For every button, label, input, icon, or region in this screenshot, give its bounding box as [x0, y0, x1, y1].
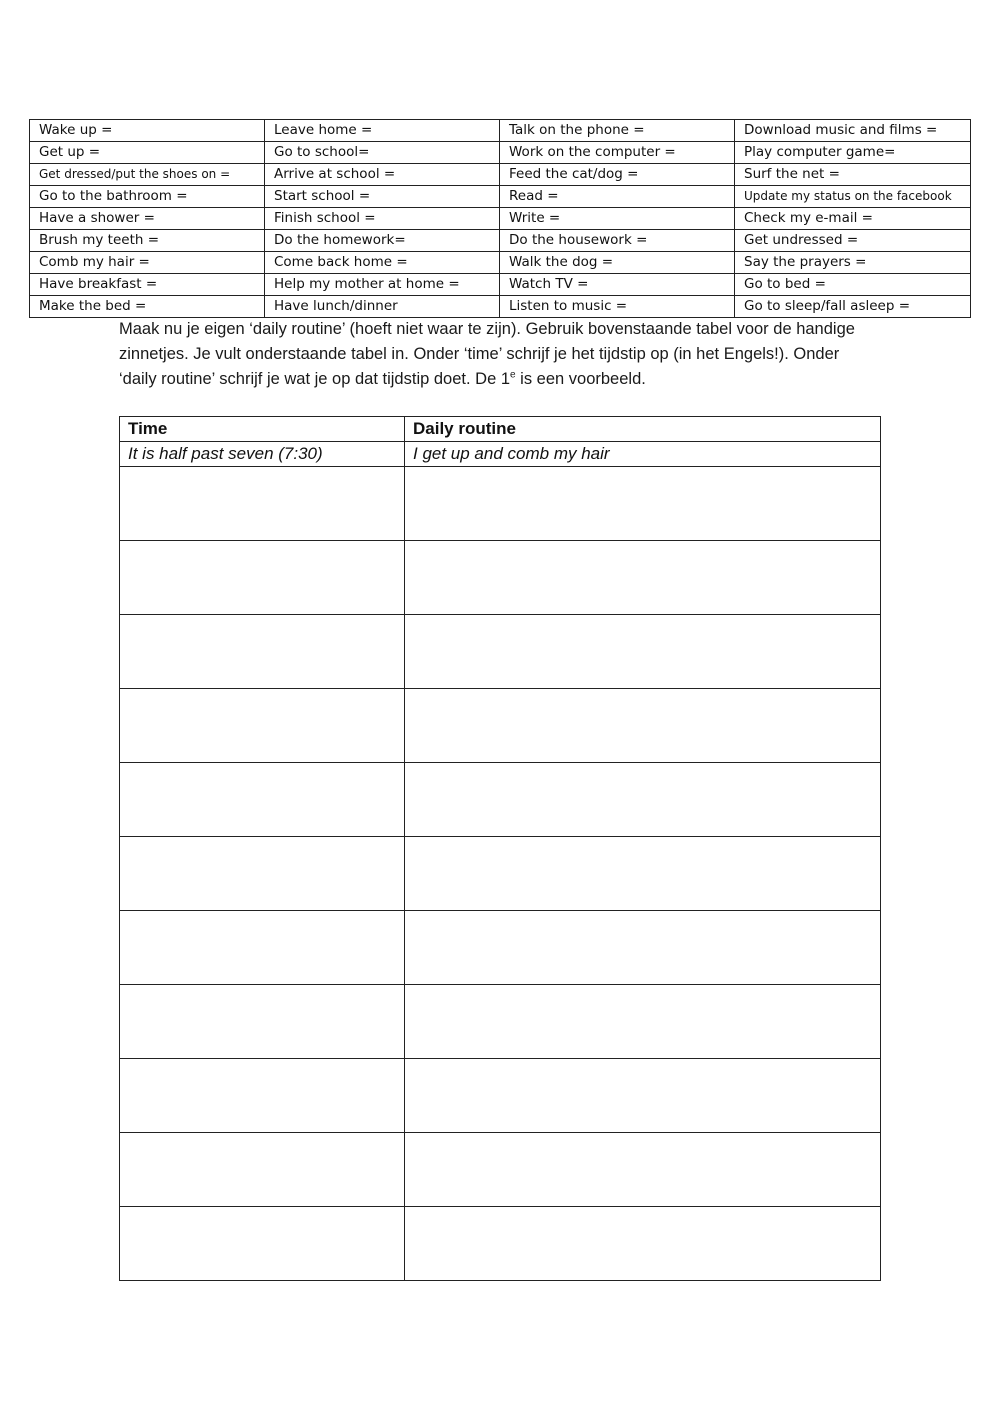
vocabulary-cell: Watch TV = [500, 274, 735, 296]
vocabulary-cell: Go to school= [265, 142, 500, 164]
vocabulary-cell: Comb my hair = [30, 252, 265, 274]
example-routine-cell: I get up and comb my hair [405, 442, 881, 467]
vocabulary-cell: Update my status on the facebook [735, 186, 971, 208]
routine-example-row [120, 442, 881, 467]
time-input-cell[interactable] [120, 1059, 405, 1133]
routine-blank-row [120, 1133, 881, 1207]
vocabulary-cell: Listen to music = [500, 296, 735, 318]
routine-input-cell[interactable] [405, 837, 881, 911]
vocabulary-cell: Have breakfast = [30, 274, 265, 296]
time-input-cell[interactable] [120, 1133, 405, 1207]
vocabulary-row [30, 230, 971, 252]
vocabulary-cell: Read = [500, 186, 735, 208]
routine-input-cell[interactable] [405, 1059, 881, 1133]
routine-input-cell[interactable] [405, 541, 881, 615]
vocabulary-cell: Play computer game= [735, 142, 971, 164]
vocabulary-row [30, 186, 971, 208]
daily-routine-column-header: Daily routine [405, 417, 881, 442]
instructions-text-end: is een voorbeeld. [515, 370, 646, 388]
vocabulary-cell: Download music and films = [735, 120, 971, 142]
routine-input-cell[interactable] [405, 985, 881, 1059]
vocabulary-cell: Start school = [265, 186, 500, 208]
routine-blank-row [120, 911, 881, 985]
vocabulary-cell: Check my e-mail = [735, 208, 971, 230]
vocabulary-table-body [30, 120, 971, 318]
routine-input-cell[interactable] [405, 689, 881, 763]
vocabulary-row [30, 164, 971, 186]
vocabulary-row [30, 274, 971, 296]
vocabulary-table [29, 119, 971, 318]
vocabulary-cell: Talk on the phone = [500, 120, 735, 142]
vocabulary-cell: Go to the bathroom = [30, 186, 265, 208]
vocabulary-cell: Get dressed/put the shoes on = [30, 164, 265, 186]
vocabulary-cell: Finish school = [265, 208, 500, 230]
vocabulary-cell: Feed the cat/dog = [500, 164, 735, 186]
routine-input-cell[interactable] [405, 911, 881, 985]
vocabulary-cell: Help my mother at home = [265, 274, 500, 296]
vocabulary-cell: Make the bed = [30, 296, 265, 318]
routine-input-cell[interactable] [405, 467, 881, 541]
routine-blank-row [120, 689, 881, 763]
vocabulary-row [30, 296, 971, 318]
vocabulary-row [30, 252, 971, 274]
instructions-superscript: e [510, 369, 516, 381]
routine-blank-row [120, 1059, 881, 1133]
vocabulary-cell: Get undressed = [735, 230, 971, 252]
daily-routine-table [119, 416, 881, 1281]
time-input-cell[interactable] [120, 615, 405, 689]
instructions-paragraph [119, 317, 879, 392]
time-input-cell[interactable] [120, 1207, 405, 1281]
routine-blank-row [120, 541, 881, 615]
time-input-cell[interactable] [120, 467, 405, 541]
vocabulary-row [30, 208, 971, 230]
time-input-cell[interactable] [120, 689, 405, 763]
routine-input-cell[interactable] [405, 763, 881, 837]
routine-blank-row [120, 985, 881, 1059]
routine-header-row [120, 417, 881, 442]
vocabulary-cell: Leave home = [265, 120, 500, 142]
daily-routine-table-body [120, 417, 881, 1281]
vocabulary-cell: Write = [500, 208, 735, 230]
vocabulary-cell: Do the housework = [500, 230, 735, 252]
vocabulary-cell: Get up = [30, 142, 265, 164]
vocabulary-cell: Wake up = [30, 120, 265, 142]
vocabulary-row [30, 142, 971, 164]
instructions-text: Maak nu je eigen ‘daily routine’ (hoeft niet waar te zijn). Gebruik bovenstaande tabel voor de handige zinnetjes. Je vult onderstaande tabel in. Onder ‘time’ schrijf je het tijdstip op (in het Engels!). Onder ‘daily routine’ schrijf je wat je op dat tijdstip doet. De 1 [119, 320, 855, 388]
time-input-cell[interactable] [120, 837, 405, 911]
vocabulary-cell: Have lunch/dinner [265, 296, 500, 318]
vocabulary-cell: Walk the dog = [500, 252, 735, 274]
routine-blank-row [120, 615, 881, 689]
vocabulary-cell: Say the prayers = [735, 252, 971, 274]
vocabulary-cell: Have a shower = [30, 208, 265, 230]
vocabulary-cell: Do the homework= [265, 230, 500, 252]
vocabulary-cell: Surf the net = [735, 164, 971, 186]
time-input-cell[interactable] [120, 911, 405, 985]
routine-blank-row [120, 837, 881, 911]
routine-blank-row [120, 467, 881, 541]
routine-blank-row [120, 1207, 881, 1281]
routine-input-cell[interactable] [405, 1207, 881, 1281]
vocabulary-cell: Work on the computer = [500, 142, 735, 164]
vocabulary-cell: Arrive at school = [265, 164, 500, 186]
time-input-cell[interactable] [120, 763, 405, 837]
vocabulary-cell: Go to bed = [735, 274, 971, 296]
routine-blank-row [120, 763, 881, 837]
time-column-header: Time [120, 417, 405, 442]
routine-input-cell[interactable] [405, 1133, 881, 1207]
routine-input-cell[interactable] [405, 615, 881, 689]
vocabulary-cell: Come back home = [265, 252, 500, 274]
vocabulary-cell: Go to sleep/fall asleep = [735, 296, 971, 318]
time-input-cell[interactable] [120, 541, 405, 615]
vocabulary-row [30, 120, 971, 142]
example-time-cell: It is half past seven (7:30) [120, 442, 405, 467]
time-input-cell[interactable] [120, 985, 405, 1059]
vocabulary-cell: Brush my teeth = [30, 230, 265, 252]
